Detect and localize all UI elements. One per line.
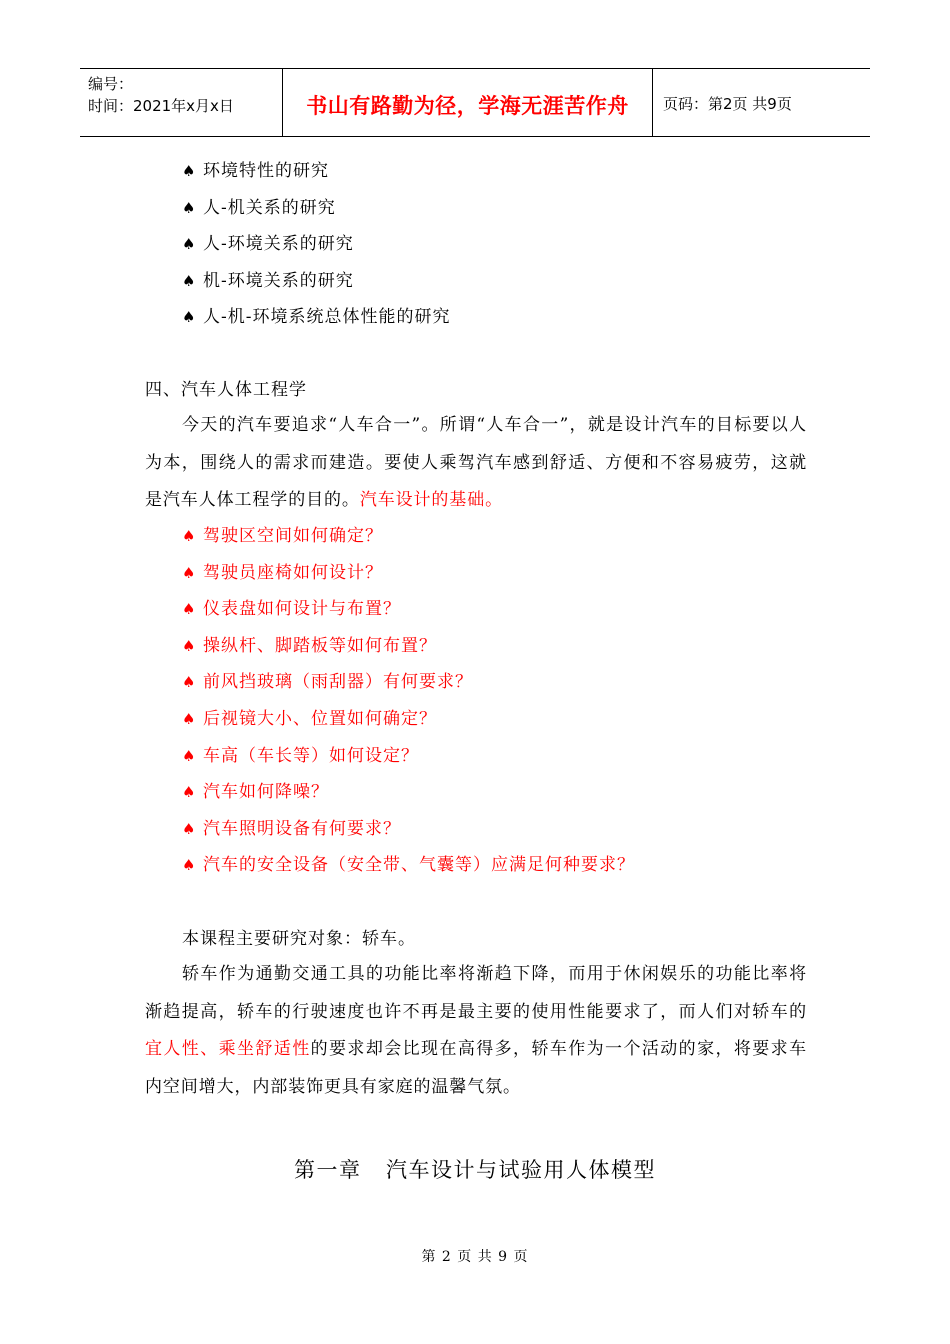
header-number: 编号： (88, 75, 134, 93)
list-item (182, 853, 635, 890)
spade-icon: ♠ (182, 271, 197, 290)
list-item-text: 机-环境关系的研究 (203, 270, 354, 291)
intro-paragraph (145, 407, 807, 520)
section-title: 四、汽车人体工程学 (145, 380, 307, 400)
header-motto: 书山有路勤为径，学海无涯苦作舟 (282, 69, 653, 136)
page-footer: 第 2 页 共 9 页 (421, 1249, 529, 1265)
header-meta (80, 69, 282, 136)
list-item-text: 后视镜大小、位置如何确定？ (203, 708, 437, 729)
list-item (182, 561, 635, 598)
research-list (182, 159, 451, 342)
spade-icon: ♠ (182, 746, 197, 765)
list-item (182, 159, 451, 196)
list-item (182, 232, 451, 269)
header-time: 时间：2021年x月x日 (88, 97, 234, 115)
spade-icon: ♠ (182, 563, 197, 582)
spade-icon: ♠ (182, 235, 197, 254)
list-item (182, 670, 635, 707)
list-item (182, 269, 451, 306)
course-object: 本课程主要研究对象：轿车。 (182, 929, 416, 949)
list-item (182, 634, 635, 671)
list-item (182, 305, 451, 342)
list-item (182, 707, 635, 744)
list-item-text: 人-机关系的研究 (203, 197, 336, 218)
list-item-text: 汽车如何降噪？ (203, 782, 329, 803)
list-item (182, 196, 451, 233)
spade-icon: ♠ (182, 198, 197, 217)
list-item-text: 汽车的安全设备（安全带、气囊等）应满足何种要求？ (203, 855, 635, 876)
spade-icon: ♠ (182, 783, 197, 802)
spade-icon: ♠ (182, 636, 197, 655)
spade-icon: ♠ (182, 600, 197, 619)
list-item (182, 524, 635, 561)
intro-paragraph-highlight: 汽车设计的基础。 (359, 490, 504, 510)
list-item (182, 780, 635, 817)
list-item (182, 744, 635, 781)
list-item-text: 汽车照明设备有何要求？ (203, 818, 401, 839)
list-item-text: 驾驶员座椅如何设计？ (203, 562, 383, 583)
list-item (182, 817, 635, 854)
sedan-paragraph-part1: 轿车作为通勤交通工具的功能比率将渐趋下降，而用于休闲娱乐的功能比率将渐趋提高，轿车的行驶速度也许不再是最主要的使用性能要求了，而人们对轿车的 (145, 964, 807, 1022)
chapter-title: 第一章 汽车设计与试验用人体模型 (293, 1158, 657, 1182)
list-item-text: 人-环境关系的研究 (203, 234, 354, 255)
header-page-info: 页码：第2页 共9页 (663, 95, 792, 113)
sedan-paragraph-part2: 的要求却会比现在高得多，轿车作为一个活动的家，将要求车内空间增大，内部装饰更具有家庭的温馨气氛。 (145, 1039, 807, 1097)
sedan-paragraph (145, 956, 807, 1106)
list-item-text: 人-机-环境系统总体性能的研究 (203, 307, 451, 328)
spade-icon: ♠ (182, 162, 197, 180)
spade-icon: ♠ (182, 673, 197, 692)
list-item-text: 仪表盘如何设计与布置？ (203, 599, 401, 620)
list-item-text: 操纵杆、脚踏板等如何布置？ (203, 635, 437, 656)
design-questions-list (182, 524, 635, 890)
spade-icon: ♠ (182, 856, 197, 875)
page-header (80, 68, 870, 137)
spade-icon: ♠ (182, 308, 197, 327)
spade-icon: ♠ (182, 527, 197, 545)
list-item-text: 前风挡玻璃（雨刮器）有何要求？ (203, 672, 473, 693)
sedan-paragraph-highlight: 宜人性、乘坐舒适性 (145, 1039, 311, 1059)
list-item (182, 597, 635, 634)
list-item-text: 环境特性的研究 (203, 161, 329, 181)
spade-icon: ♠ (182, 819, 197, 838)
intro-paragraph-text: 今天的汽车要追求“人车合一”。所谓“人车合一”，就是设计汽车的目标要以人为本，围绕人的需求而建造。要使人乘驾汽车感到舒适、方便和不容易疲劳，这就是汽车人体工程学的目的。 (145, 415, 807, 510)
spade-icon: ♠ (182, 709, 197, 728)
list-item-text: 车高（车长等）如何设定？ (203, 745, 419, 766)
list-item-text: 驾驶区空间如何确定？ (203, 526, 383, 546)
